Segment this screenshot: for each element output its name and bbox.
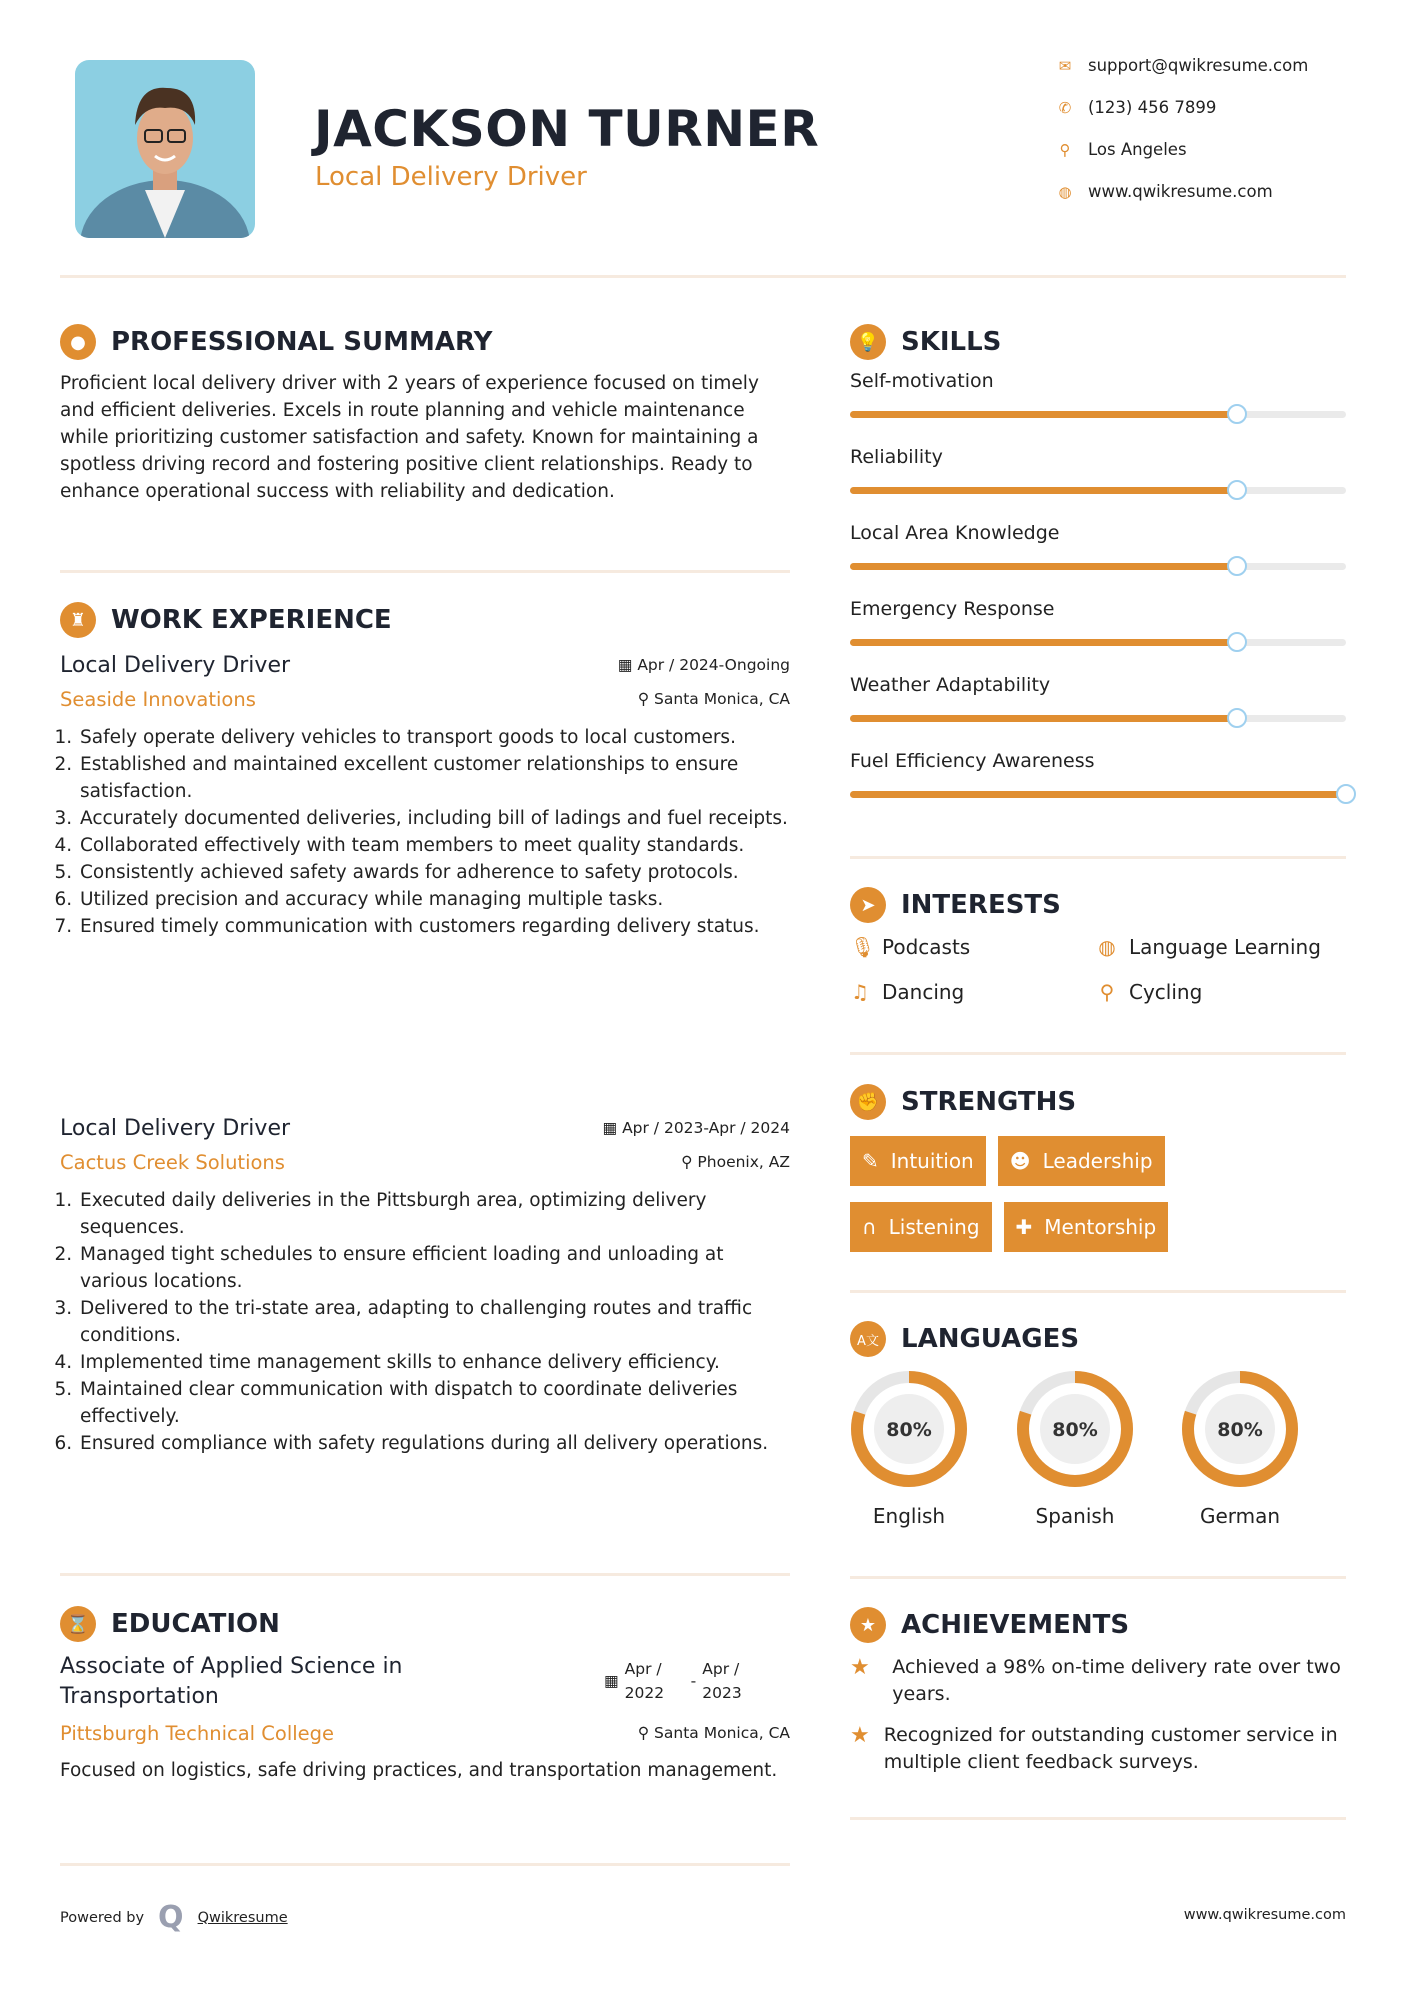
work-title: WORK EXPERIENCE [111,605,392,635]
summary-text: Proficient local delivery driver with 2 years of experience focused on timely and efficient deliveries. Excels in route planning and vehicle maintenance while prioritizing customer satisfaction and safety. Known for maintaining a spotless driving record and fostering positive client relationships. Ready to enhance operational success with reliability and dedication. [60,373,759,502]
interest-label: Language Learning [1129,935,1321,959]
strength-label: Intuition [890,1149,974,1173]
summary-heading [60,324,492,360]
skill-handle[interactable] [1227,632,1247,652]
interest-label: Cycling [1129,980,1203,1004]
interest-label: Dancing [882,980,965,1004]
divider [60,570,790,573]
graduation-icon: ⌛ [60,1606,96,1642]
users-icon: ☻ [1009,1149,1031,1173]
skill-fill [850,791,1346,798]
divider [60,1863,790,1866]
skill-handle[interactable] [1227,556,1247,576]
language-label: Spanish [1035,1504,1115,1528]
pin-icon: ⚲ [681,1153,698,1171]
job-bullets [60,1187,790,1457]
globe-icon: ◍ [1058,182,1072,201]
skill-item [850,370,1346,446]
skill-label: Reliability [850,446,943,468]
candidate-name: JACKSON TURNER [314,100,820,158]
bullet-item: 6. Utilized precision and accuracy while managing multiple tasks. [78,886,790,913]
skill-fill [850,563,1237,570]
school: Pittsburgh Technical College [60,1722,335,1745]
degree: Associate of Applied Science in Transportation [60,1654,403,1709]
globe-icon: ◍ [1098,935,1116,959]
skill-item [850,446,1346,522]
job-bullets [60,724,790,940]
education-text: Focused on logistics, safe driving practices, and transportation management. [60,1760,778,1781]
contact-text[interactable]: Los Angeles [1088,140,1187,159]
skill-label: Self-motivation [850,370,994,392]
skill-item [850,674,1346,750]
job-location [638,690,790,708]
bullet-item: 7. Ensured timely communication with customers regarding delivery status. [78,913,790,940]
skill-track [850,563,1346,570]
interest-item [850,935,970,959]
skill-fill [850,411,1237,418]
skill-track [850,639,1346,646]
strengths-heading [850,1084,1076,1120]
bullet-item: 5. Maintained clear communication with dispatch to coordinate deliveries effectively. [78,1376,790,1430]
language-item [1010,1366,1140,1528]
pin-icon: ⚲ [637,690,655,708]
languages-heading [850,1321,1079,1357]
strength-tag [850,1136,986,1186]
education-location [590,1724,790,1742]
contact-text[interactable]: www.qwikresume.com [1088,182,1273,201]
skills-title: SKILLS [901,327,1002,357]
skill-label: Local Area Knowledge [850,522,1060,544]
job-location-text: Phoenix, AZ [697,1153,790,1171]
music-icon: ♫ [851,980,869,1004]
date-separator: - [690,1672,697,1690]
skill-track [850,487,1346,494]
skill-track [850,715,1346,722]
achievement-item [850,1654,1346,1708]
job-date [618,656,790,674]
achievements-heading [850,1607,1129,1643]
bullet-item: 2. Established and maintained excellent customer relationships to ensure satisfaction. [78,751,790,805]
skills-list [850,370,1346,826]
job-date-text: Apr / 2024-Ongoing [637,656,790,674]
job-entry [60,648,790,940]
envelope-icon: ✉ [1058,56,1072,75]
achievements-title: ACHIEVEMENTS [901,1610,1130,1640]
job-header [60,1111,790,1145]
language-label: English [872,1504,946,1528]
job-date [602,1119,790,1137]
contact-item [1056,98,1216,117]
phone-icon: ✆ [1058,98,1072,117]
interest-label: Podcasts [882,935,971,959]
skill-track [850,411,1346,418]
job-date-text: Apr / 2023-Apr / 2024 [622,1119,790,1137]
languages-title: LANGUAGES [901,1324,1080,1354]
language-percent: 80% [886,1419,932,1441]
education-location-text: Santa Monica, CA [654,1724,790,1742]
job-location-text: Santa Monica, CA [654,690,790,708]
company-name: Cactus Creek Solutions [60,1150,285,1174]
interests-title: INTERESTS [901,890,1061,920]
job-location [681,1153,790,1171]
job-title: Local Delivery Driver [315,162,587,192]
strengths-list [850,1136,1346,1252]
divider [60,1573,790,1576]
education-start: Apr / 2022 [624,1660,665,1702]
user-icon: ● [60,324,96,360]
job-subheader [60,1145,790,1179]
job-position: Local Delivery Driver [60,652,291,678]
skill-track [850,791,1346,798]
achievements-list [850,1654,1346,1790]
divider [850,1576,1346,1579]
calendar-icon: ▦ [604,1672,619,1690]
bicycle-icon: ⚲ [1099,980,1115,1004]
row-break [850,1186,1346,1202]
interests-heading [850,887,1061,923]
bullet-item: 1. Executed daily deliveries in the Pittsburgh area, optimizing delivery sequences. [78,1187,790,1241]
contact-item [1056,56,1308,75]
interest-item [850,980,964,1004]
map-pin-icon: ⚲ [1059,140,1071,159]
job-position: Local Delivery Driver [60,1115,291,1141]
star-icon: ★ [850,1655,870,1680]
summary-title: PROFESSIONAL SUMMARY [111,327,493,357]
strength-label: Listening [888,1215,980,1239]
skill-item [850,750,1346,826]
bullet-item: 2. Managed tight schedules to ensure efficient loading and unloading at various locations. [78,1241,790,1295]
contact-text[interactable]: support@qwikresume.com [1088,56,1309,75]
bullet-item: 4. Collaborated effectively with team members to meet quality standards. [78,832,790,859]
microphone-icon: 🎙 [850,935,876,959]
company-name: Seaside Innovations [60,687,256,711]
chair-icon: ♜ [60,602,96,638]
divider [850,1290,1346,1293]
bullet-item: 6. Ensured compliance with safety regulations during all delivery operations. [78,1430,790,1457]
bullet-item: 5. Consistently achieved safety awards for adherence to safety protocols. [78,859,790,886]
skill-fill [850,639,1237,646]
education-heading [60,1606,280,1642]
work-heading [60,602,392,638]
divider [850,1052,1346,1055]
strength-label: Mentorship [1044,1215,1157,1239]
language-item [1175,1366,1305,1528]
headphones-icon: ∩ [862,1215,877,1239]
bullet-item: 1. Safely operate delivery vehicles to transport goods to local customers. [78,724,790,751]
strength-tag [850,1202,992,1252]
powered-by-label: Powered by [60,1909,145,1926]
language-ring [1175,1366,1305,1492]
interest-item [1097,935,1321,959]
star-icon: ★ [850,1723,870,1748]
bullet-item: 3. Delivered to the tri-state area, adapting to challenging routes and traffic conditions. [78,1295,790,1349]
language-ring [1010,1366,1140,1492]
star-badge-icon: ★ [850,1607,886,1643]
qwikresume-link[interactable]: Qwikresume [197,1909,288,1926]
strength-tag [1004,1202,1169,1252]
language-ring [844,1366,974,1492]
divider [850,856,1346,859]
footer-powered [60,1900,288,1935]
skill-handle[interactable] [1227,708,1247,728]
interest-item [1097,980,1202,1004]
bullet-item: 4. Implemented time management skills to enhance delivery efficiency. [78,1349,790,1376]
skill-fill [850,715,1237,722]
magic-wand-icon: ✎ [862,1149,879,1173]
pin-icon: ⚲ [637,1724,655,1742]
language-percent: 80% [1217,1419,1263,1441]
paper-plane-icon: ➤ [850,887,886,923]
bullet-item: 3. Accurately documented deliveries, including bill of ladings and fuel receipts. [78,805,790,832]
footer-url[interactable]: www.qwikresume.com [1183,1907,1346,1923]
lightbulb-icon: 💡 [850,324,886,360]
skill-fill [850,487,1237,494]
achievement-text: Achieved a 98% on-time delivery rate over two years. [892,1656,1341,1705]
profile-photo [75,60,255,238]
education-title: EDUCATION [111,1609,280,1639]
calendar-icon: ▦ [602,1119,623,1137]
education-end: Apr / 2023 [702,1660,742,1702]
skills-heading [850,324,1001,360]
contact-text[interactable]: (123) 456 7899 [1088,98,1217,117]
language-percent: 80% [1052,1419,1098,1441]
achievement-item [850,1722,1346,1776]
calendar-icon: ▦ [617,656,638,674]
skill-handle[interactable] [1227,480,1247,500]
user-plus-icon: ✚ [1015,1215,1033,1239]
skill-item [850,598,1346,674]
header-divider [60,275,1346,278]
job-entry [60,1111,790,1457]
skill-handle[interactable] [1336,784,1356,804]
strengths-title: STRENGTHS [901,1087,1077,1117]
fist-icon: ✊ [850,1084,886,1120]
skill-label: Emergency Response [850,598,1055,620]
qwikresume-logo-icon: Q [158,1900,184,1935]
skill-handle[interactable] [1227,404,1247,424]
contact-item [1056,182,1273,201]
strength-label: Leadership [1042,1149,1153,1173]
job-header [60,648,790,682]
language-icon: A文 [850,1321,886,1357]
skill-item [850,522,1346,598]
language-item [844,1366,974,1528]
language-label: German [1199,1504,1281,1528]
education-dates [604,1657,752,1705]
divider [850,1817,1346,1820]
skill-label: Fuel Efficiency Awareness [850,750,1095,772]
job-subheader [60,682,790,716]
skill-label: Weather Adaptability [850,674,1051,696]
strength-tag [998,1136,1165,1186]
contact-item [1056,140,1187,159]
achievement-text: Recognized for outstanding customer service in multiple client feedback surveys. [883,1724,1338,1773]
